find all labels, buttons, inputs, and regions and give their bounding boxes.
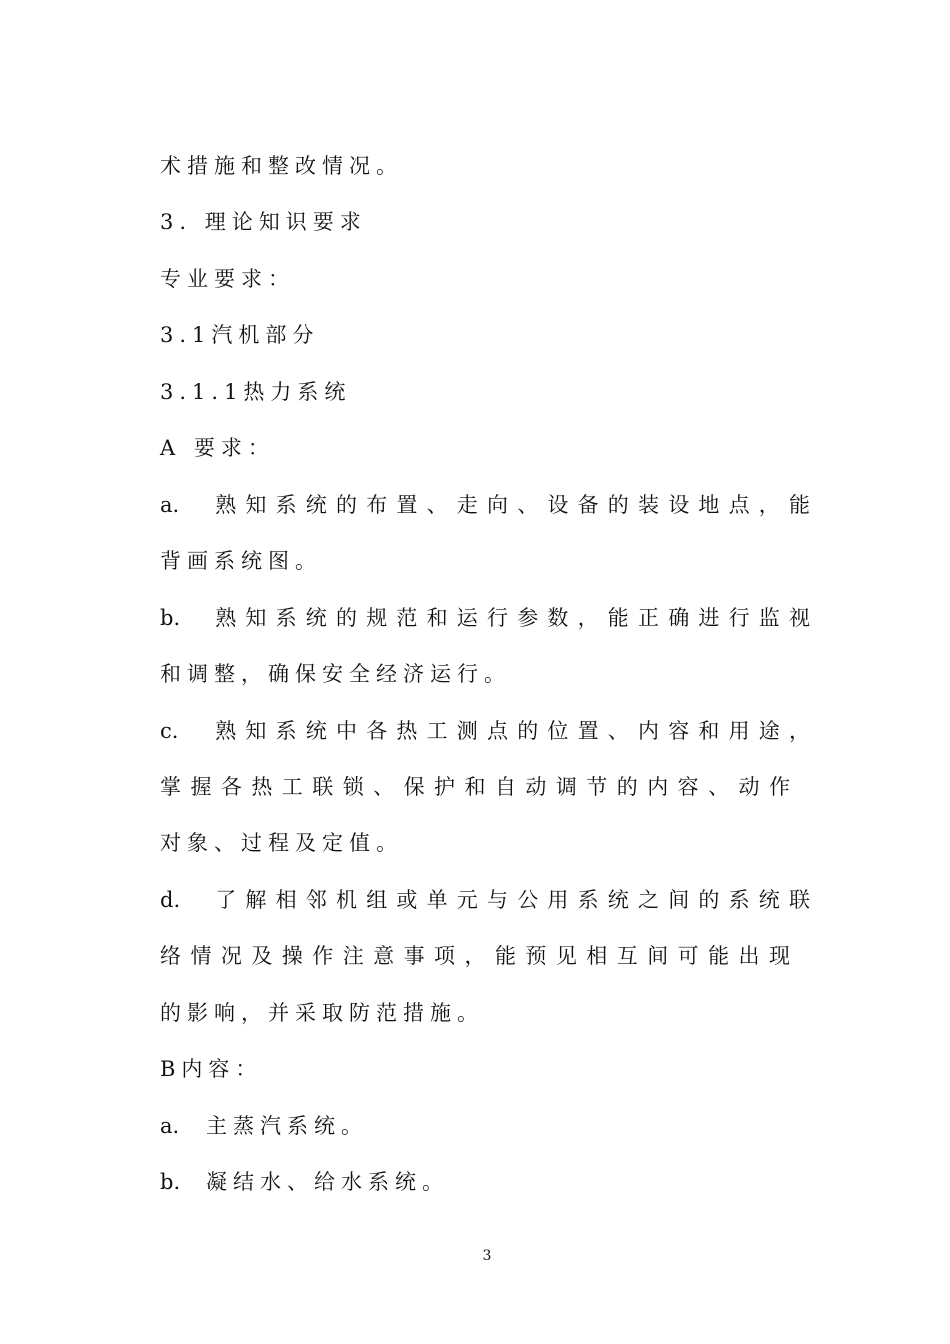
list-item-a-continued: 背画系统图。 — [160, 549, 322, 573]
list-marker: d. — [160, 888, 181, 912]
heading-a-requirements: A 要求： — [160, 436, 275, 460]
list-item-b-continued: 和调整，确保安全经济运行。 — [160, 662, 511, 686]
content-item-a: a. 主蒸汽系统。 — [160, 1114, 368, 1138]
content-item-b: b. 凝结水、给水系统。 — [160, 1170, 449, 1194]
heading-turbine-section: 3.1汽机部分 — [160, 323, 320, 347]
list-item-d: d. 了解相邻机组或单元与公用系统之间的系统联 — [160, 888, 810, 912]
list-item-d-continued-2: 的影响，并采取防范措施。 — [160, 1001, 484, 1025]
list-item-b: b. 熟知系统的规范和运行参数，能正确进行监视 — [160, 606, 810, 630]
list-marker: b. — [160, 1170, 181, 1194]
list-item-a: a. 熟知系统的布置、走向、设备的装设地点，能 — [160, 493, 810, 517]
heading-b-content: B内容： — [160, 1057, 263, 1081]
list-item-c-continued-2: 对象、过程及定值。 — [160, 831, 403, 855]
list-marker: b. — [160, 606, 181, 630]
list-marker: a. — [160, 493, 180, 517]
list-marker: a. — [160, 1114, 180, 1138]
list-item-c-continued-1: 掌握各热工联锁、保护和自动调节的内容、动作 — [160, 775, 790, 799]
section-heading-theory-knowledge: 3. 理论知识要求 — [160, 210, 367, 234]
text-line-professional-requirements: 专业要求： — [160, 267, 295, 291]
list-item-d-continued-1: 络情况及操作注意事项，能预见相互间可能出现 — [160, 944, 790, 968]
heading-thermal-system: 3.1.1热力系统 — [160, 380, 352, 404]
text-line-1: 术措施和整改情况。 — [160, 154, 403, 178]
page-number: 3 — [482, 1248, 492, 1264]
list-item-c: c. 熟知系统中各热工测点的位置、内容和用途， — [160, 719, 810, 743]
list-marker: c. — [160, 719, 179, 743]
